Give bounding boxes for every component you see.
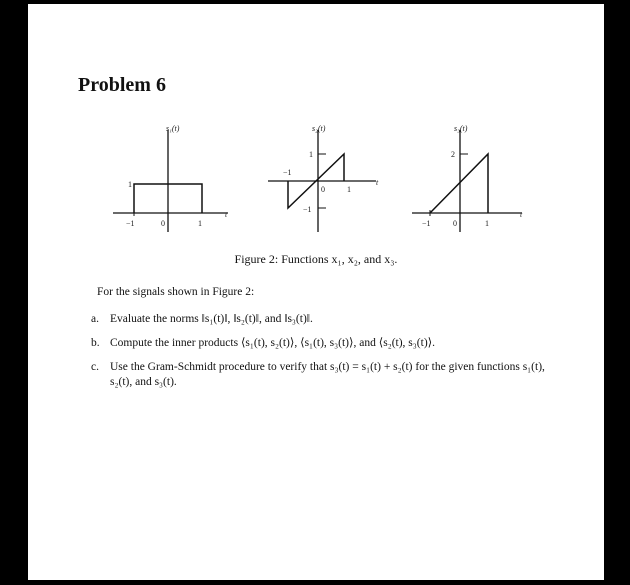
plot-s3-xlabel: t bbox=[520, 210, 523, 219]
plot-s3-ytick-2: 2 bbox=[451, 150, 455, 159]
problem-title: Problem 6 bbox=[78, 74, 166, 96]
plot-s1-ytick-1: 1 bbox=[128, 180, 132, 189]
plot-s1-xlabel: t bbox=[225, 210, 228, 219]
problem-intro: For the signals shown in Figure 2: bbox=[97, 286, 255, 298]
plot-s2-label: s₂(t) bbox=[312, 124, 326, 133]
plot-s3-label: s₃(t) bbox=[454, 124, 468, 133]
item-marker: c. bbox=[91, 361, 99, 373]
problem-item-c bbox=[91, 360, 561, 390]
item-text: Compute the inner products ⟨s₁(t), s₂(t)⟩, ⟨s₁(t), s₃(t)⟩, and ⟨s₂(t), s₃(t)⟩. bbox=[110, 337, 436, 349]
plot-s1-label: s₁(t) bbox=[166, 124, 180, 133]
plot-s1-xtick-1: 1 bbox=[198, 219, 202, 228]
plot-s3-curve bbox=[430, 154, 488, 213]
plot-s2-xtick-0: 0 bbox=[321, 185, 325, 194]
item-marker: a. bbox=[91, 313, 99, 325]
plot-s3 bbox=[406, 114, 536, 234]
item-text: Use the Gram-Schmidt procedure to verify that s₃(t) = s₁(t) + s₂(t) for the given functions s₁(t), s₂(t), and s₃(t). bbox=[110, 361, 545, 388]
item-marker: b. bbox=[91, 337, 100, 349]
plot-s2-xlabel: t bbox=[376, 178, 379, 187]
plot-s3-xtick-0: 0 bbox=[453, 219, 457, 228]
plot-s1-xtick-neg1: −1 bbox=[126, 219, 135, 228]
problem-item-b bbox=[91, 336, 561, 351]
plot-s2-ytick-1: 1 bbox=[309, 150, 313, 159]
plot-s2-ytick-neg1: −1 bbox=[303, 205, 312, 214]
problem-items bbox=[91, 312, 561, 399]
document-page bbox=[28, 4, 604, 580]
plot-s2-xtick-neg1: −1 bbox=[283, 168, 292, 177]
plot-s2-xtick-1: 1 bbox=[347, 185, 351, 194]
plot-s2 bbox=[258, 114, 388, 234]
plot-s1 bbox=[108, 114, 228, 234]
figure-plots bbox=[28, 114, 604, 254]
problem-item-a bbox=[91, 312, 561, 327]
plot-s3-xtick-neg1: −1 bbox=[422, 219, 431, 228]
item-text: Evaluate the norms ‖s₁(t)‖, ‖s₂(t)‖, and ‖s₃(t)‖. bbox=[110, 313, 313, 325]
plot-s1-xtick-0: 0 bbox=[161, 219, 165, 228]
figure-caption: Figure 2: Functions x₁, x₂, and x₃. bbox=[234, 252, 398, 266]
plot-s3-xtick-1: 1 bbox=[485, 219, 489, 228]
